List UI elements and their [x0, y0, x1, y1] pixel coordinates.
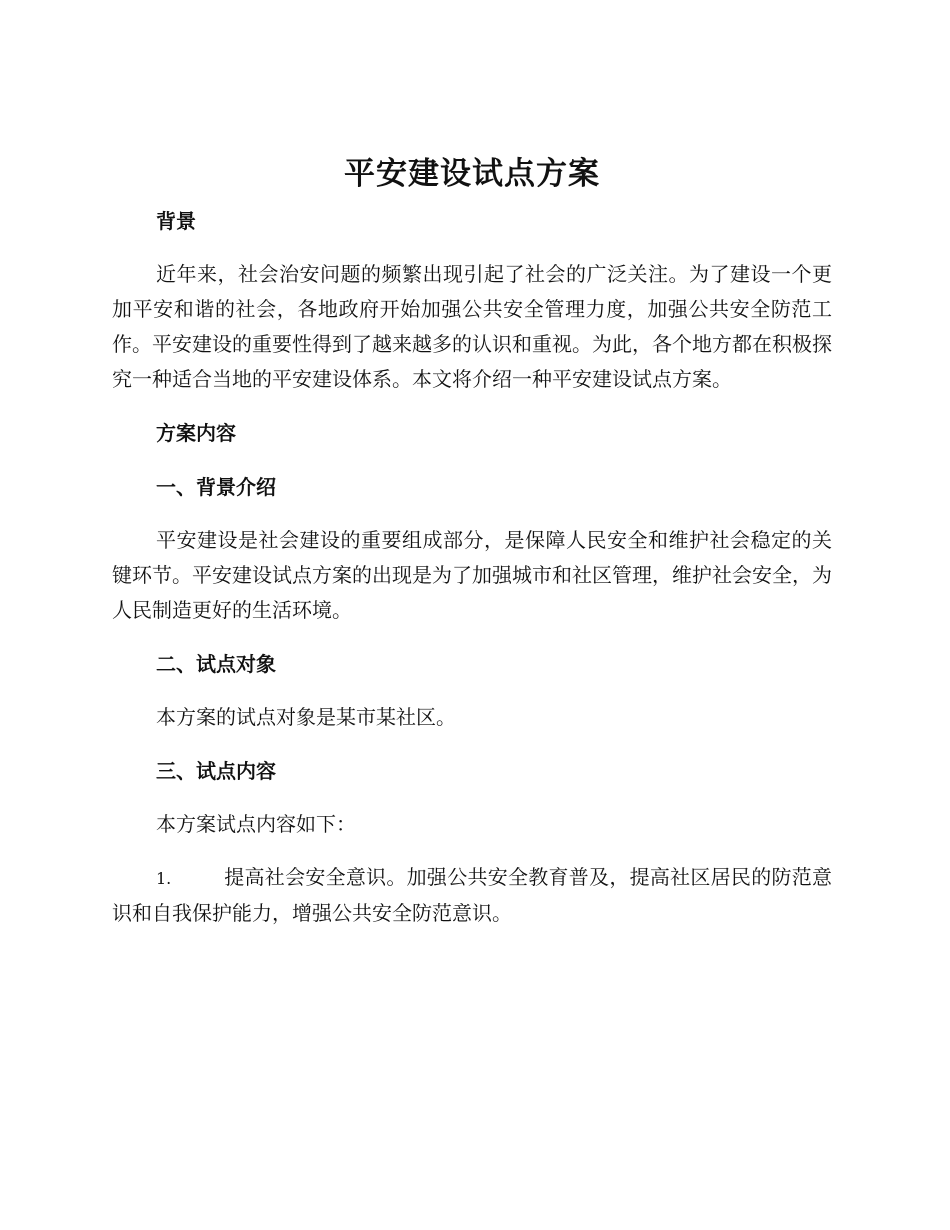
spacer	[112, 682, 832, 700]
document-title: 平安建设试点方案	[344, 156, 600, 192]
spacer	[112, 451, 832, 469]
intro-paragraph: 平安建设是社会建设的重要组成部分，是保障人民安全和维护社会稳定的关键环节。平安建设试点方案的出现是为了加强城市和社区管理，维护社会安全，为人民制造更好的生活环境。	[112, 528, 832, 622]
section-heading-background: 背景	[156, 209, 196, 233]
document-body	[112, 145, 832, 931]
spacer	[112, 239, 832, 257]
list-item-number: 1.	[156, 869, 172, 888]
section-heading-pilot: 三、试点内容	[156, 759, 276, 783]
section-heading-intro: 一、背景介绍	[156, 475, 276, 499]
spacer	[112, 789, 832, 807]
spacer	[112, 505, 832, 523]
section-heading-target: 二、试点对象	[156, 652, 276, 676]
background-paragraph: 近年来，社会治安问题的频繁出现引起了社会的广泛关注。为了建设一个更加平安和谐的社会，各地政府开始加强公共安全管理力度，加强公共安全防范工作。平安建设的重要性得到了越来越多的认识和重视。为此，各个地方都在积极探究一种适合当地的平安建设体系。本文将介绍一种平安建设试点方案。	[112, 262, 832, 391]
spacer	[112, 397, 832, 415]
spacer	[112, 735, 832, 753]
target-paragraph: 本方案的试点对象是某市某社区。	[156, 705, 456, 729]
section-heading-content: 方案内容	[156, 421, 236, 445]
pilot-paragraph: 本方案试点内容如下：	[156, 812, 356, 836]
list-item-text: 提高社会安全意识。加强公共安全教育普及，提高社区居民的防范意识和自我保护能力，增强公共安全防范意识。	[112, 865, 832, 925]
spacer	[112, 842, 832, 860]
spacer	[112, 628, 832, 646]
list-item	[112, 860, 832, 931]
